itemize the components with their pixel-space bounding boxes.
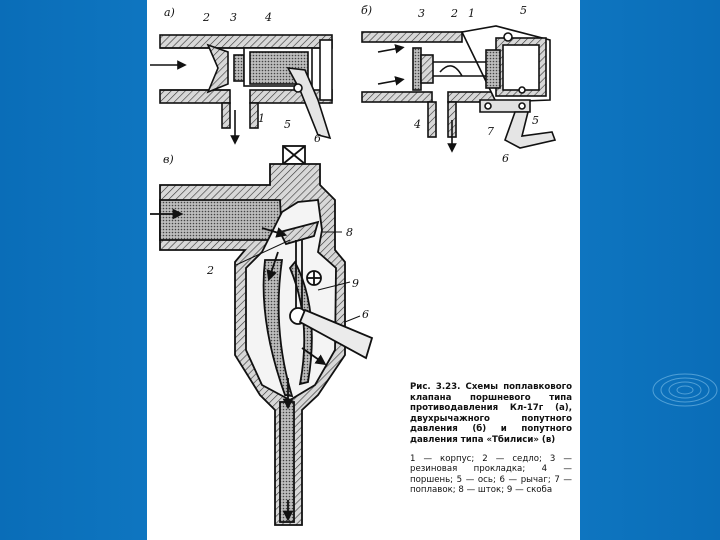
- diagram-v: [150, 146, 372, 525]
- caption-title: Рис. 3.23. Схемы поплавкового клапана поршневого типа противодавления Кл-17г (а), двухрычажного попутного давления (б) и попутного давления типа «Тбилиси» (в): [410, 382, 572, 445]
- callout-a-2: 2: [203, 11, 210, 24]
- callout-b-5-bottom: 5: [532, 114, 539, 127]
- callout-v-6: 6: [362, 308, 369, 321]
- callout-b-1: 1: [468, 7, 475, 20]
- figure-caption: [410, 382, 572, 496]
- callout-a-3: 3: [230, 11, 237, 24]
- callout-a-6: 6: [314, 132, 321, 145]
- callout-v-2: 2: [207, 264, 214, 277]
- callout-a-1: 1: [258, 112, 265, 125]
- diagram-b: [362, 26, 555, 148]
- callout-b-4: 4: [414, 118, 421, 131]
- callout-b-3: 3: [418, 7, 425, 20]
- callout-b-6: 6: [502, 152, 509, 165]
- callout-a-4: 4: [265, 11, 272, 24]
- panel-label-b: б): [361, 4, 373, 17]
- callout-a-5: 5: [284, 118, 291, 131]
- callout-b-2: 2: [451, 7, 458, 20]
- panel-label-v: в): [163, 153, 174, 166]
- panel-label-a: а): [164, 6, 175, 19]
- callout-v-9: 9: [352, 277, 359, 290]
- caption-legend: 1 — корпус; 2 — седло; 3 — резиновая прокладка; 4 — поршень; 5 — ось; 6 — рычаг; 7 — поплавок; 8 — шток; 9 — скоба: [410, 453, 572, 496]
- callout-v-8: 8: [346, 226, 353, 239]
- callout-b-7: 7: [487, 125, 494, 138]
- callout-b-5-top: 5: [520, 4, 527, 17]
- diagram-a: [150, 35, 332, 140]
